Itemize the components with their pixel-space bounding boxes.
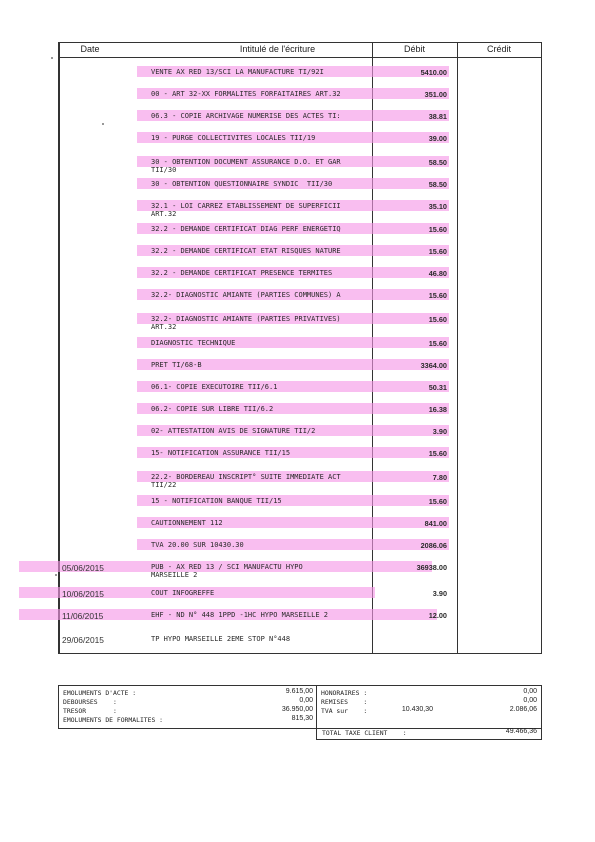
total-box	[316, 727, 542, 740]
tresor-label: TRESOR :	[63, 707, 117, 715]
honoraires-value: 0,00	[523, 688, 537, 695]
row-date: 29/06/2015	[62, 635, 104, 645]
debourses-value: 0,00	[299, 697, 313, 704]
scan-speck	[102, 123, 104, 125]
row-debit: 38.81	[428, 112, 447, 121]
row-description: TP HYPO MARSEILLE 2EME STOP N°448	[151, 635, 291, 643]
remises-label: REMISES :	[321, 698, 368, 706]
header-debit: Débit	[403, 44, 425, 54]
row-description: 32.2 - DEMANDE CERTIFICAT PRESENCE TERMITES	[151, 269, 333, 277]
emoluments-acte-value: 9.615,00	[285, 688, 313, 695]
row-debit: 16.38	[428, 405, 447, 414]
row-description: 06.3 - COPIE ARCHIVAGE NUMERISE DES ACTES TI:	[151, 112, 341, 120]
row-debit: 15.60	[428, 247, 447, 256]
row-debit: 12.00	[428, 611, 447, 620]
row-description: EHF - ND N° 448 1PPD -1HC HYPO MARSEILLE 2	[151, 611, 329, 619]
row-description: 00 - ART 32-XX FORMALITES FORFAITAIRES ART.32	[151, 90, 341, 98]
row-description: 30 - OBTENTION DOCUMENT ASSURANCE D.O. ET GAR TII/30	[151, 158, 341, 174]
row-date: 05/06/2015	[62, 563, 104, 573]
row-description: CAUTIONNEMENT 112	[151, 519, 223, 527]
row-description: PUB - AX RED 13 / SCI MANUFACTU HYPO MARSEILLE 2	[151, 563, 303, 579]
row-description: 30 - OBTENTION QUESTIONNAIRE SYNDIC TII/30	[151, 180, 333, 188]
row-description: 02- ATTESTATION AVIS DE SIGNATURE TII/2	[151, 427, 316, 435]
debourses-label: DEBOURSES :	[63, 698, 117, 706]
row-debit: 3.90	[432, 589, 447, 598]
row-debit: 15.60	[428, 497, 447, 506]
honoraires-label: HONORAIRES :	[321, 689, 368, 697]
row-description: COUT INFOGREFFE	[151, 589, 215, 597]
remises-value: 0,00	[523, 697, 537, 704]
row-description: VENTE AX RED 13/SCI LA MANUFACTURE TI/92I	[151, 68, 324, 76]
table-header	[59, 43, 541, 58]
row-description: 32.2- DIAGNOSTIC AMIANTE (PARTIES PRIVATIVES) ART.32	[151, 315, 341, 331]
row-date: 10/06/2015	[62, 589, 104, 599]
summary-box	[58, 685, 542, 729]
scan-speck	[55, 574, 57, 576]
column-divider	[457, 43, 458, 653]
row-debit: 58.50	[428, 158, 447, 167]
header-credit: Crédit	[486, 44, 511, 54]
row-date: 11/06/2015	[62, 611, 104, 621]
header-title: Intitulé de l'écriture	[239, 44, 316, 54]
row-debit: 39.00	[428, 134, 447, 143]
row-debit: 15.60	[428, 339, 447, 348]
row-description: 06.1- COPIE EXECUTOIRE TII/6.1	[151, 383, 278, 391]
emoluments-formalites-value: 815,30	[291, 715, 313, 722]
row-description: PRET TI/68-B	[151, 361, 202, 369]
row-description: 22.2- BORDEREAU INSCRIPT° SUITE IMMEDIATE ACT TII/22	[151, 473, 341, 489]
row-description: 06.2- COPIE SUR LIBRE TII/6.2	[151, 405, 274, 413]
tva-label: TVA sur :	[321, 707, 368, 715]
summary-divider	[316, 686, 317, 728]
row-description: 32.2 - DEMANDE CERTIFICAT ETAT RISQUES NATURE	[151, 247, 341, 255]
row-description: TVA 20.00 SUR 10430.30	[151, 541, 244, 549]
row-debit: 15.60	[428, 449, 447, 458]
row-description: 19 - PURGE COLLECTIVITES LOCALES TII/19	[151, 134, 316, 142]
row-debit: 50.31	[428, 383, 447, 392]
tresor-value: 36.950,00	[281, 706, 313, 713]
emoluments-formalites-label: EMOLUMENTS DE FORMALITES :	[63, 716, 164, 724]
row-description: 15- NOTIFICATION ASSURANCE TII/15	[151, 449, 291, 457]
row-description: DIAGNOSTIC TECHNIQUE	[151, 339, 236, 347]
row-debit: 46.80	[428, 269, 447, 278]
tva-base: 10.430,30	[401, 706, 433, 713]
row-debit: 58.50	[428, 180, 447, 189]
row-debit: 35.10	[428, 202, 447, 211]
row-debit: 841.00	[424, 519, 447, 528]
header-date: Date	[80, 44, 100, 54]
total-label: TOTAL TAXE CLIENT :	[322, 729, 407, 737]
scan-speck	[51, 57, 53, 59]
row-debit: 15.60	[428, 315, 447, 324]
row-debit: 351.00	[424, 90, 447, 99]
row-debit: 2086.06	[420, 541, 447, 550]
row-description: 32.1 - LOI CARREZ ETABLISSEMENT DE SUPERFICII ART.32	[151, 202, 341, 218]
row-debit: 15.60	[428, 225, 447, 234]
row-debit: 3.90	[432, 427, 447, 436]
row-description: 32.2 - DEMANDE CERTIFICAT DIAG PERF ENERGETIQ	[151, 225, 341, 233]
row-debit: 5410.00	[420, 68, 447, 77]
row-debit: 36938.00	[416, 563, 447, 572]
row-debit: 15.60	[428, 291, 447, 300]
row-debit: 3364.00	[420, 361, 447, 370]
emoluments-acte-label: EMOLUMENTS D'ACTE :	[63, 689, 137, 697]
row-description: 32.2- DIAGNOSTIC AMIANTE (PARTIES COMMUNES) A	[151, 291, 341, 299]
tva-value: 2.086,06	[509, 706, 537, 713]
total-value: 49.466,36	[505, 728, 537, 735]
ledger-table	[58, 42, 542, 654]
row-description: 15 - NOTIFICATION BANQUE TII/15	[151, 497, 282, 505]
row-debit: 7.80	[432, 473, 447, 482]
